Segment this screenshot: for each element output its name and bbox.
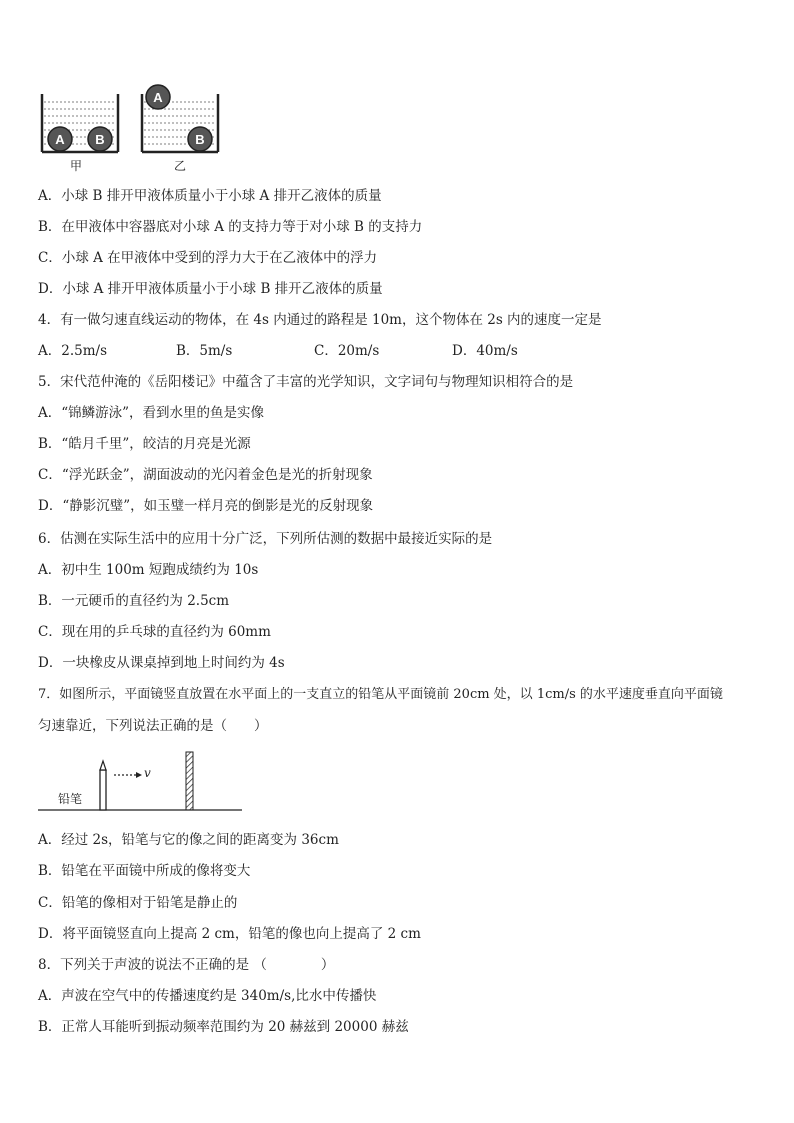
q7-option-a: A．经过 2s，铅笔与它的像之间的距离变为 36cm	[38, 832, 339, 848]
q8-option-b: B．正常人耳能听到振动频率范围约为 20 赫兹到 20000 赫兹	[38, 1019, 409, 1035]
label-jia: 甲	[69, 159, 83, 173]
label-yi: 乙	[173, 159, 187, 173]
q6-stem: 6．估测在实际生活中的应用十分广泛，下列所估测的数据中最接近实际的是	[38, 531, 493, 547]
q5-option-b: B．“皓月千里”，皎洁的月亮是光源	[38, 436, 251, 452]
q4-option-b: B．5m/s	[176, 343, 233, 359]
q5-option-d: D．“静影沉璧”，如玉璧一样月亮的倒影是光的反射现象	[38, 498, 374, 514]
q5-option-a: A．“锦鳞游泳”，看到水里的鱼是实像	[38, 405, 265, 421]
beaker-jia	[42, 94, 118, 173]
pencil	[100, 761, 106, 810]
beaker-yi	[142, 85, 218, 173]
q4-option-c: C．20m/s	[314, 343, 380, 359]
q3-option-d: D．小球 A 排开甲液体质量小于小球 B 排开乙液体的质量	[38, 281, 383, 297]
q7-stem-line2: 匀速靠近，下列说法正确的是（ ）	[38, 718, 268, 734]
q3-option-c: C．小球 A 在甲液体中受到的浮力大于在乙液体中的浮力	[38, 250, 378, 266]
q4-option-d: D．40m/s	[452, 343, 518, 359]
pencil-mirror-figure	[36, 748, 256, 818]
q7-stem-line1: 7．如图所示，平面镜竖直放置在水平面上的一支直立的铅笔从平面镜前 20cm 处，以 1cm/s 的水平速度垂直向平面镜	[38, 687, 723, 702]
q4-stem: 4．有一做匀速直线运动的物体，在 4s 内通过的路程是 10m，这个物体在 2s 内的速度一定是	[38, 312, 602, 328]
q8-option-a: A．声波在空气中的传播速度约是 340m/s,比水中传播快	[38, 988, 377, 1004]
q7-option-c: C．铅笔的像相对于铅笔是静止的	[38, 895, 238, 911]
velocity-arrow	[114, 772, 142, 778]
pencil-label: 铅笔	[58, 792, 83, 806]
q7-option-d: D．将平面镜竖直向上提高 2 cm，铅笔的像也向上提高了 2 cm	[38, 926, 421, 942]
q6-option-d: D．一块橡皮从课桌掉到地上时间约为 4s	[38, 655, 285, 671]
q7-option-b: B．铅笔在平面镜中所成的像将变大	[38, 863, 251, 879]
beakers-figure	[36, 84, 226, 174]
q6-option-a: A．初中生 100m 短跑成绩约为 10s	[38, 562, 259, 578]
q6-option-b: B．一元硬币的直径约为 2.5cm	[38, 593, 230, 609]
ball-a-label-yi: A	[153, 90, 163, 105]
q4-option-a: A．2.5m/s	[38, 343, 107, 359]
ball-b-label-yi: B	[195, 132, 205, 147]
q6-option-c: C．现在用的乒乓球的直径约为 60mm	[38, 624, 271, 640]
velocity-label: v	[144, 766, 151, 780]
plane-mirror	[186, 752, 193, 810]
q3-option-b: B．在甲液体中容器底对小球 A 的支持力等于对小球 B 的支持力	[38, 219, 423, 235]
q8-stem: 8．下列关于声波的说法不正确的是 （ ）	[38, 957, 335, 973]
q5-option-c: C．“浮光跃金”，湖面波动的光闪着金色是光的折射现象	[38, 467, 373, 483]
q5-stem: 5．宋代范仲淹的《岳阳楼记》中蕴含了丰富的光学知识，文字词句与物理知识相符合的是	[38, 374, 574, 390]
ball-b-label-jia: B	[95, 132, 105, 147]
ball-a-label-jia: A	[55, 132, 65, 147]
q4-options	[38, 342, 558, 360]
q3-option-a: A．小球 B 排开甲液体质量小于小球 A 排开乙液体的质量	[38, 188, 382, 204]
